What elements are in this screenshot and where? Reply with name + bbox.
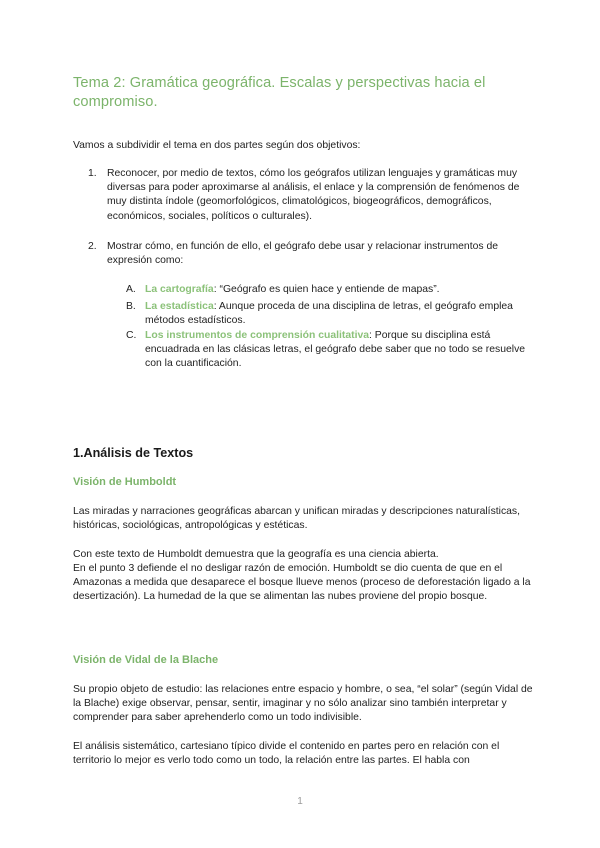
document-title: Tema 2: Gramática geográfica. Escalas y perspectivas hacia el compromiso. (73, 75, 486, 110)
section-heading: 1.Análisis de Textos (73, 446, 194, 460)
instrument-label: La estadística (145, 301, 214, 312)
humboldt-paragraph-1: Las miradas y narraciones geográficas abarcan y unifican miradas y descripciones naturalísticas, históricas, sociológicas, antropológicas y estéticas. (73, 506, 521, 532)
list-letter: B. (126, 301, 136, 312)
instrument-item-c (126, 329, 528, 372)
objective-text: Reconocer, por medio de textos, cómo los geógrafos utilizan lenguajes y gramáticas muy diversas para poder aproximarse al análisis, el enlace y la comprensión de fenómenos de muy distinta índole (geomorfológicos, climatológicos, biogeográficos, demográficos, económicos, sociales, políticos o culturales). (107, 168, 520, 222)
instrument-text: : “Geógrafo es quien hace y entiende de mapas”. (213, 284, 440, 295)
objective-text: Mostrar cómo, en función de ello, el geógrafo debe usar y relacionar instrumentos de expresión como: (107, 241, 499, 267)
list-letter: A. (126, 284, 136, 295)
objective-item-2 (88, 240, 528, 268)
instrument-label: Los instrumentos de comprensión cualitativa (145, 330, 370, 341)
vidal-paragraph-1: Su propio objeto de estudio: las relaciones entre espacio y hombre, o sea, “el solar” (según Vidal de la Blache) exige observar, pensar, sentir, imaginar y no sólo analizar sino también interpretar y comprender para saber aprehenderlo como un todo indivisible. (73, 684, 533, 724)
instrument-item-b (126, 300, 528, 328)
list-letter: C. (126, 330, 137, 341)
list-number: 2. (88, 241, 97, 252)
objective-item-1 (88, 167, 528, 224)
vidal-heading: Visión de Vidal de la Blache (73, 654, 219, 666)
instrument-text: : Porque su disciplina está encuadrada en las clásicas letras, el geógrafo debe saber que no todo se resuelve con la cuantificación. (145, 330, 526, 370)
page-number: 1 (297, 796, 303, 807)
humboldt-paragraph-2b: En el punto 3 defiende el no desligar razón de emoción. Humboldt se dio cuenta de que en el Amazonas a medida que desaparece el bosque llueve menos (proceso de deforestación ligado a la desertización). La humedad de la que se alimentan las nubes proviene del propio bosque. (73, 563, 531, 603)
instrument-item-a (126, 283, 528, 297)
vidal-paragraph-2: El análisis sistemático, cartesiano típico divide el contenido en partes pero en relación con el territorio lo mejor es verlo todo como un todo, la relación entre las partes. El habla con (73, 741, 500, 767)
humboldt-heading: Visión de Humboldt (73, 476, 177, 488)
intro-paragraph: Vamos a subdividir el tema en dos partes según dos objetivos: (73, 140, 361, 151)
instrument-text: : Aunque proceda de una disciplina de letras, el geógrafo emplea métodos estadísticos. (145, 301, 513, 327)
list-number: 1. (88, 168, 97, 179)
humboldt-paragraph-2a: Con este texto de Humboldt demuestra que la geografía es una ciencia abierta. (73, 549, 439, 560)
instrument-label: La cartografía (145, 284, 214, 295)
